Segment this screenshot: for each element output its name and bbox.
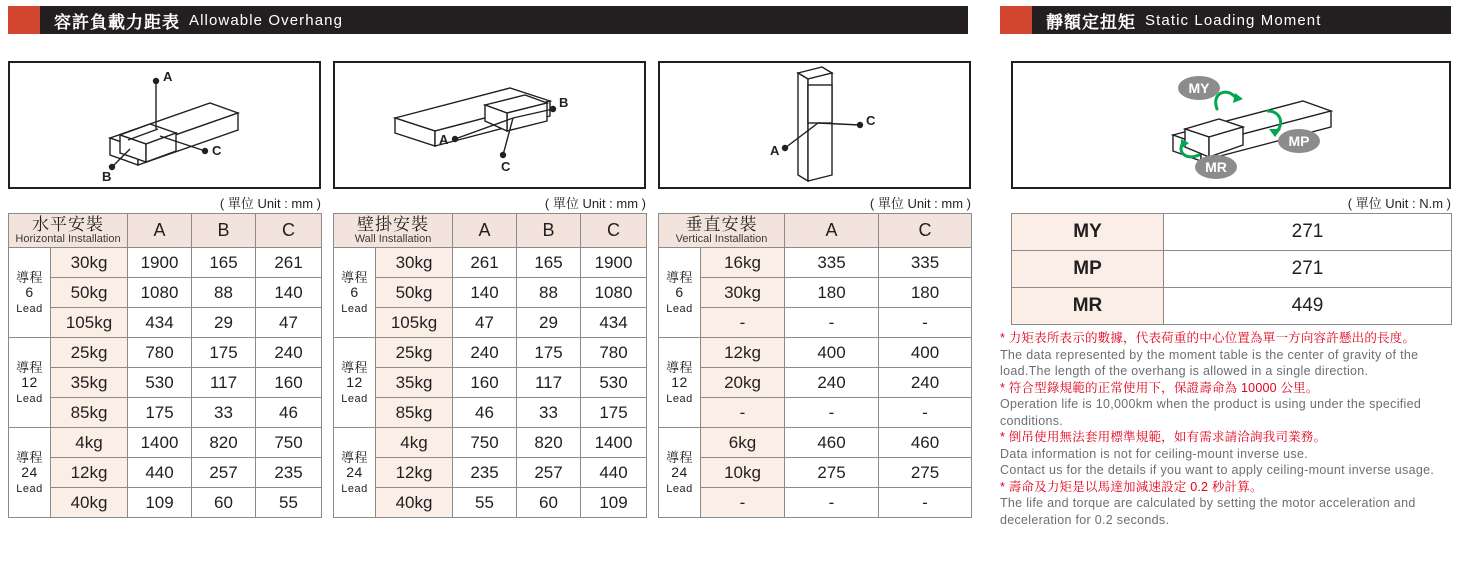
value-cell: 257	[517, 458, 581, 488]
table-row	[334, 368, 647, 398]
lead-number: 12	[21, 374, 38, 391]
load-cell: 4kg	[51, 428, 128, 458]
figure-wall-installation	[333, 61, 646, 189]
table-header-row	[659, 214, 972, 248]
lead-number: 12	[346, 374, 363, 391]
table-row	[9, 338, 322, 368]
value-cell: 1400	[581, 428, 647, 458]
table-row	[334, 428, 647, 458]
section-header-bar	[40, 6, 968, 34]
table-head-title-en: Vertical Installation	[675, 232, 768, 245]
value-cell: 109	[128, 488, 192, 518]
value-cell: 275	[879, 458, 972, 488]
table-row	[659, 368, 972, 398]
note-line: Data information is not for ceiling-mount inverse use.	[1000, 446, 1309, 461]
table-row	[9, 458, 322, 488]
lead-number: 6	[25, 284, 34, 301]
figure-label-a: A	[439, 132, 449, 147]
load-cell: 4kg	[376, 428, 453, 458]
lead-cn: 導程	[15, 269, 43, 285]
section-header-allowable-overhang	[8, 6, 968, 34]
lead-cn: 導程	[665, 269, 693, 285]
table-row	[9, 428, 322, 458]
table-wall-installation	[333, 213, 647, 518]
figure-static-loading-moment	[1011, 61, 1451, 189]
value-cell: 60	[192, 488, 256, 518]
load-cell: 16kg	[701, 248, 785, 278]
value-cell: 780	[128, 338, 192, 368]
value-cell: 180	[785, 278, 879, 308]
load-cell: 12kg	[701, 338, 785, 368]
load-cell: 30kg	[701, 278, 785, 308]
table-row	[1012, 214, 1452, 251]
table-row	[334, 338, 647, 368]
figure-vertical-installation	[658, 61, 971, 189]
lead-number: 6	[350, 284, 359, 301]
value-cell: 820	[192, 428, 256, 458]
load-cell: 105kg	[51, 308, 128, 338]
table-head-title	[334, 214, 453, 248]
lead-cn: 導程	[15, 359, 43, 375]
value-cell: 460	[785, 428, 879, 458]
lead-group-label	[659, 428, 701, 518]
note-line: The data represented by the moment table is the center of gravity of the load.The length of the overhang is allowed in a single direction.	[1000, 347, 1419, 378]
load-cell: 40kg	[51, 488, 128, 518]
note-line: * 倒吊使用無法套用標準規範，如有需求請洽詢我司業務。	[1000, 430, 1327, 444]
column-header-a: A	[453, 214, 517, 248]
moment-value-my: 271	[1164, 214, 1452, 251]
table-head-title-cn: 垂直安裝	[685, 215, 758, 234]
table-row	[659, 248, 972, 278]
value-cell: -	[785, 488, 879, 518]
value-cell: 240	[256, 338, 322, 368]
value-cell: 440	[128, 458, 192, 488]
value-cell: 750	[256, 428, 322, 458]
note-line: Contact us for the details if you want to apply ceiling-mount inverse usage.	[1000, 463, 1435, 477]
lead-cn: 導程	[340, 449, 368, 465]
moment-label-my: MY	[1012, 214, 1164, 251]
moment-label-mr: MR	[1012, 288, 1164, 325]
value-cell: 780	[581, 338, 647, 368]
column-header-c: C	[256, 214, 322, 248]
value-cell: -	[879, 488, 972, 518]
value-cell: 140	[453, 278, 517, 308]
value-cell: 530	[581, 368, 647, 398]
lead-number: 6	[675, 284, 684, 301]
table-row	[659, 428, 972, 458]
value-cell: 261	[256, 248, 322, 278]
value-cell: 175	[192, 338, 256, 368]
figure-horizontal-installation	[8, 61, 321, 189]
load-cell: 85kg	[376, 398, 453, 428]
lead-group-label	[9, 428, 51, 518]
figure-label-c: C	[866, 113, 876, 128]
accent-tab	[1000, 6, 1032, 34]
lead-en: Lead	[666, 482, 693, 495]
load-cell: 12kg	[376, 458, 453, 488]
value-cell: 1080	[128, 278, 192, 308]
table-row	[659, 398, 972, 428]
column-header-b: B	[517, 214, 581, 248]
value-cell: 400	[785, 338, 879, 368]
moment-label-mp: MP	[1012, 251, 1164, 288]
load-cell: 30kg	[376, 248, 453, 278]
load-cell: 6kg	[701, 428, 785, 458]
value-cell: 175	[581, 398, 647, 428]
load-cell: 85kg	[51, 398, 128, 428]
unit-note-horizontal: ( 單位 Unit : mm )	[219, 196, 321, 211]
section-title-cn: 容許負載力距表	[54, 12, 180, 32]
value-cell: 275	[785, 458, 879, 488]
lead-group-label	[334, 428, 376, 518]
value-cell: 160	[453, 368, 517, 398]
lead-cn: 導程	[340, 269, 368, 285]
load-cell: 25kg	[376, 338, 453, 368]
figure-label-mp: MP	[1288, 133, 1310, 149]
table-head-title-cn: 壁掛安裝	[357, 215, 429, 234]
figure-label-c: C	[501, 159, 511, 174]
value-cell: -	[785, 398, 879, 428]
table-head-title	[659, 214, 785, 248]
value-cell: 240	[879, 368, 972, 398]
value-cell: 335	[785, 248, 879, 278]
table-row	[9, 248, 322, 278]
table-row	[334, 488, 647, 518]
figure-label-b: B	[102, 169, 112, 184]
value-cell: 46	[453, 398, 517, 428]
section-title-en: Static Loading Moment	[1145, 11, 1322, 29]
value-cell: 33	[517, 398, 581, 428]
load-cell: 40kg	[376, 488, 453, 518]
lead-en: Lead	[16, 392, 43, 405]
value-cell: 1900	[581, 248, 647, 278]
table-row	[334, 278, 647, 308]
value-cell: 180	[879, 278, 972, 308]
load-cell: 30kg	[51, 248, 128, 278]
value-cell: 117	[517, 368, 581, 398]
value-cell: 33	[192, 398, 256, 428]
figure-label-b: B	[559, 95, 569, 110]
section-header-bar	[1032, 6, 1451, 34]
load-cell: 35kg	[376, 368, 453, 398]
value-cell: 175	[128, 398, 192, 428]
horizontal-installation-diagram	[10, 63, 319, 187]
section-title-en: Allowable Overhang	[189, 11, 344, 29]
column-header-c: C	[879, 214, 972, 248]
note-line: Operation life is 10,000km when the product is using under the specified conditions.	[1000, 397, 1422, 428]
table-row	[334, 248, 647, 278]
value-cell: 750	[453, 428, 517, 458]
value-cell: -	[879, 308, 972, 338]
lead-en: Lead	[666, 302, 693, 315]
value-cell: 235	[453, 458, 517, 488]
lead-group-label	[334, 248, 376, 338]
lead-en: Lead	[666, 392, 693, 405]
note-line: * 力矩表所表示的數據，代表荷重的中心位置為單一方向容許懸出的長度。	[1000, 331, 1416, 345]
note-line: * 符合型錄規範的正常使用下，保證壽命為 10000 公里。	[1000, 380, 1319, 395]
value-cell: 55	[453, 488, 517, 518]
value-cell: 1400	[128, 428, 192, 458]
lead-en: Lead	[16, 302, 43, 315]
value-cell: 440	[581, 458, 647, 488]
unit-note-wall: ( 單位 Unit : mm )	[544, 196, 646, 211]
lead-group-label	[9, 338, 51, 428]
value-cell: 117	[192, 368, 256, 398]
table-row	[659, 458, 972, 488]
unit-note-vertical: ( 單位 Unit : mm )	[869, 196, 971, 211]
value-cell: 47	[256, 308, 322, 338]
table-row	[659, 488, 972, 518]
wall-installation-diagram	[335, 63, 644, 187]
lead-cn: 導程	[15, 449, 43, 465]
value-cell: -	[785, 308, 879, 338]
value-cell: 530	[128, 368, 192, 398]
value-cell: 434	[128, 308, 192, 338]
lead-number: 24	[671, 464, 688, 481]
column-header-b: B	[192, 214, 256, 248]
value-cell: 175	[517, 338, 581, 368]
load-cell: 25kg	[51, 338, 128, 368]
moment-value-mr: 449	[1164, 288, 1452, 325]
lead-en: Lead	[341, 392, 368, 405]
load-cell: -	[701, 308, 785, 338]
note-line: * 壽命及力矩是以馬達加減速設定 0.2 秒計算。	[1000, 479, 1263, 494]
table-row	[9, 278, 322, 308]
load-cell: 35kg	[51, 368, 128, 398]
figure-label-my: MY	[1188, 80, 1210, 96]
table-row	[659, 338, 972, 368]
table-row	[9, 308, 322, 338]
table-row	[334, 458, 647, 488]
value-cell: 109	[581, 488, 647, 518]
table-header-row	[334, 214, 647, 248]
load-cell: -	[701, 488, 785, 518]
unit-note-moment: ( 單位 Unit : N.m )	[1347, 196, 1451, 211]
moment-value-mp: 271	[1164, 251, 1452, 288]
lead-group-label	[659, 338, 701, 428]
column-header-a: A	[785, 214, 879, 248]
table-vertical-installation	[658, 213, 972, 518]
value-cell: 29	[517, 308, 581, 338]
load-cell: -	[701, 398, 785, 428]
value-cell: 460	[879, 428, 972, 458]
value-cell: -	[879, 398, 972, 428]
column-header-a: A	[128, 214, 192, 248]
value-cell: 160	[256, 368, 322, 398]
lead-number: 24	[21, 464, 38, 481]
value-cell: 1900	[128, 248, 192, 278]
column-header-c: C	[581, 214, 647, 248]
figure-label-a: A	[770, 143, 780, 158]
value-cell: 820	[517, 428, 581, 458]
table-header-row	[9, 214, 322, 248]
load-cell: 12kg	[51, 458, 128, 488]
table-row	[1012, 251, 1452, 288]
table-row	[9, 488, 322, 518]
section-header-static-loading-moment	[1000, 6, 1451, 34]
value-cell: 46	[256, 398, 322, 428]
notes-block	[1000, 330, 1458, 528]
load-cell: 50kg	[376, 278, 453, 308]
accent-tab	[8, 6, 40, 34]
lead-group-label	[659, 248, 701, 338]
section-title-cn: 靜額定扭矩	[1046, 12, 1136, 32]
lead-number: 12	[671, 374, 688, 391]
value-cell: 235	[256, 458, 322, 488]
load-cell: 50kg	[51, 278, 128, 308]
value-cell: 434	[581, 308, 647, 338]
figure-label-c: C	[212, 143, 222, 158]
table-horizontal-installation	[8, 213, 322, 518]
lead-en: Lead	[341, 482, 368, 495]
figure-label-mr: MR	[1205, 159, 1227, 175]
table-row	[659, 308, 972, 338]
value-cell: 88	[192, 278, 256, 308]
table-head-title-en: Wall Installation	[354, 232, 432, 245]
lead-group-label	[9, 248, 51, 338]
lead-cn: 導程	[340, 359, 368, 375]
value-cell: 240	[785, 368, 879, 398]
load-cell: 10kg	[701, 458, 785, 488]
table-static-loading-moment	[1011, 213, 1452, 325]
value-cell: 140	[256, 278, 322, 308]
lead-number: 24	[346, 464, 363, 481]
table-head-title	[9, 214, 128, 248]
table-row	[659, 278, 972, 308]
lead-cn: 導程	[665, 359, 693, 375]
note-line: The life and torque are calculated by setting the motor acceleration and deceleration for 0.2 seconds.	[1000, 496, 1416, 527]
lead-en: Lead	[16, 482, 43, 495]
value-cell: 29	[192, 308, 256, 338]
value-cell: 55	[256, 488, 322, 518]
vertical-installation-diagram	[660, 63, 969, 187]
load-cell: 20kg	[701, 368, 785, 398]
value-cell: 88	[517, 278, 581, 308]
table-row	[9, 398, 322, 428]
table-row	[1012, 288, 1452, 325]
figure-label-a: A	[163, 69, 173, 84]
value-cell: 1080	[581, 278, 647, 308]
value-cell: 400	[879, 338, 972, 368]
lead-group-label	[334, 338, 376, 428]
table-row	[334, 308, 647, 338]
lead-cn: 導程	[665, 449, 693, 465]
value-cell: 240	[453, 338, 517, 368]
value-cell: 257	[192, 458, 256, 488]
value-cell: 165	[517, 248, 581, 278]
table-row	[9, 368, 322, 398]
value-cell: 261	[453, 248, 517, 278]
table-head-title-en: Horizontal Installation	[15, 232, 121, 245]
table-head-title-cn: 水平安裝	[32, 215, 104, 234]
lead-en: Lead	[341, 302, 368, 315]
value-cell: 335	[879, 248, 972, 278]
value-cell: 60	[517, 488, 581, 518]
table-row	[334, 398, 647, 428]
static-loading-moment-diagram	[1013, 63, 1449, 187]
load-cell: 105kg	[376, 308, 453, 338]
value-cell: 165	[192, 248, 256, 278]
value-cell: 47	[453, 308, 517, 338]
